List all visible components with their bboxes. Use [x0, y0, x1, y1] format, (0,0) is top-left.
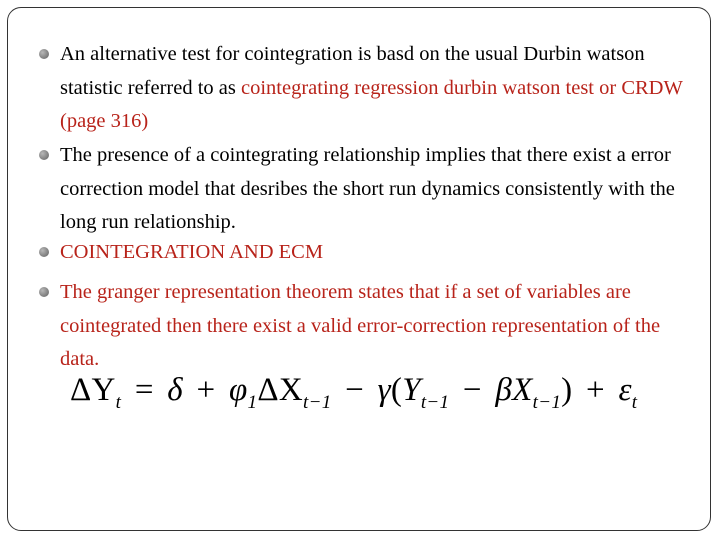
bullet-dot-icon — [39, 247, 49, 257]
formula-minus: − — [345, 372, 365, 408]
ecm-equation — [70, 372, 637, 424]
bullet-crdw — [60, 38, 700, 139]
bullet-heading-text: COINTEGRATION AND ECM — [60, 241, 324, 263]
bullet-dot-icon — [39, 150, 49, 160]
formula-open-paren: ( — [390, 372, 403, 408]
formula-equals: = — [134, 372, 154, 408]
bullet-dot-icon — [39, 287, 49, 297]
bullet-error-correction — [60, 139, 700, 240]
formula-lhs: ΔY — [70, 372, 116, 408]
formula-phi-subscript: 1 — [247, 392, 258, 413]
bullet-highlight-text: cointegrating regression durbin watson test or CRDW (page 316) — [60, 76, 683, 132]
formula-x-subscript: t−1 — [532, 392, 562, 413]
formula-epsilon: ε — [618, 372, 632, 408]
formula-minus: − — [462, 372, 482, 408]
formula-delta: δ — [167, 372, 183, 408]
bullet-text: An alternative test for cointegration is basd on the usual Durbin watson statistic referred to as — [60, 43, 645, 99]
formula-gamma: γ — [377, 372, 391, 408]
formula-lhs-subscript: t — [115, 392, 122, 413]
bullet-text: The granger representation theorem states that if a set of variables are cointegrated then there exist a valid error-correction representation of the data. — [60, 281, 661, 370]
bullet-heading-ecm — [60, 236, 700, 270]
formula-y: Y — [402, 372, 421, 408]
formula-phi: φ — [228, 372, 248, 408]
formula-epsilon-subscript: t — [631, 392, 638, 413]
formula-y-subscript: t−1 — [420, 392, 450, 413]
formula-delta-x-subscript: t−1 — [303, 392, 332, 413]
bullet-dot-icon — [39, 49, 49, 59]
formula-close-paren: ) — [561, 372, 573, 408]
bullet-text: The presence of a cointegrating relationship implies that there exist a error correction model that desribes the short run dynamics consistently with the long run relationship. — [60, 144, 675, 233]
formula-delta-x: ΔX — [257, 372, 304, 408]
bullet-granger-theorem — [60, 276, 700, 377]
formula-plus: + — [586, 372, 605, 408]
formula-plus: + — [196, 372, 216, 408]
formula-beta: β — [495, 372, 513, 408]
formula-x: X — [512, 372, 533, 408]
